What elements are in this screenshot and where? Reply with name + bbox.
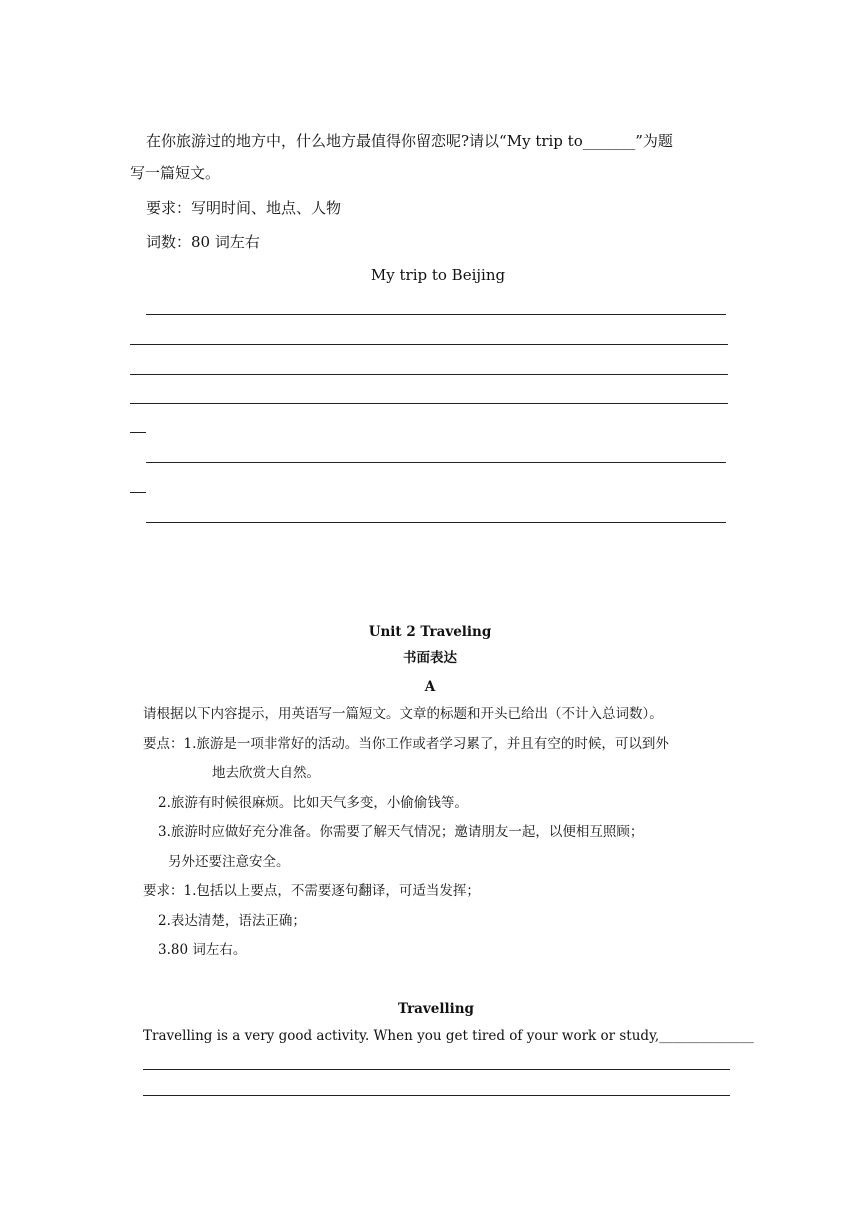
instruction-text: 请根据以下内容提示，用英语写一篇短文。文章的标题和开头已给出（不计入总词数）。 [143,706,663,722]
points-line-2: 2.旅游有时候很麻烦。比如天气多变，小偷偷钱等。 [158,795,468,811]
writing-line-2 [130,344,728,345]
essay-opening: Travelling is a very good activity. When you get tired of your work or study,______________ [143,1028,754,1044]
points-line-3-cont: 另外还要注意安全。 [168,854,290,870]
prompt-line-1: 在你旅游过的地方中，什么地方最值得你留恋呢?请以“My trip to_______”为题 [146,132,673,150]
writing-line-6 [146,522,726,523]
req-line-3: 3.80 词左右。 [158,942,247,958]
prompt-line-2: 写一篇短文。 [130,164,221,182]
answer-line-2 [143,1095,730,1096]
points-line-1-cont: 地去欣赏大自然。 [212,765,320,781]
writing-line-5-wrap [130,492,146,493]
essay-title-beijing: My trip to Beijing [370,266,506,284]
section-letter: A [424,679,436,695]
word-count-text: 词数：80 词左右 [146,233,260,251]
points-line-3: 3.旅游时应做好充分准备。你需要了解天气情况；邀请朋友一起，以便相互照顾； [158,824,644,840]
requirement-text: 要求：写明时间、地点、人物 [146,199,342,217]
req-line-2: 2.表达清楚，语法正确； [158,913,306,929]
writing-line-4 [130,403,728,404]
section-title: 书面表达 [403,650,457,666]
writing-line-4-wrap [130,432,146,433]
req-line-1: 要求：1.包括以上要点，不需要逐句翻译，可适当发挥； [143,883,480,899]
points-line-1: 要点：1.旅游是一项非常好的活动。当你工作或者学习累了，并且有空的时候，可以到外 [143,736,669,752]
essay-title-travelling: Travelling [398,1001,474,1017]
writing-line-5 [146,462,726,463]
writing-line-1 [146,314,726,315]
answer-line-1 [143,1069,730,1070]
unit-title: Unit 2 Traveling [368,624,492,640]
writing-line-3 [130,374,728,375]
